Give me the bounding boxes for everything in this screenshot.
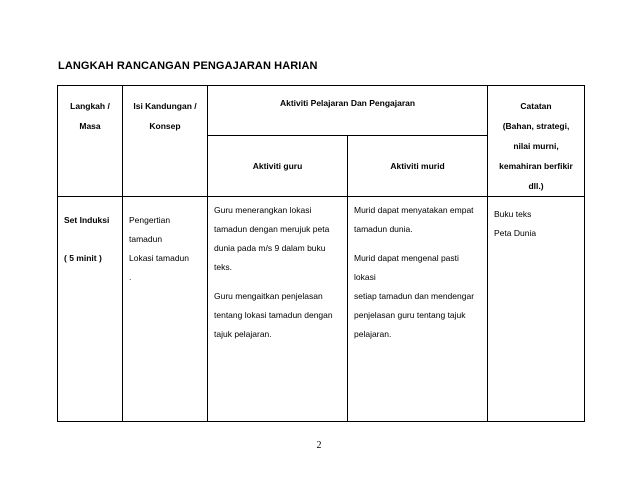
- cell-text: tamadun dengan merujuk peta: [214, 224, 330, 234]
- header-isi-kandungan: [123, 86, 208, 197]
- cell-text: Guru mengaitkan penjelasan: [214, 291, 323, 301]
- cell-text: tamadun: [129, 234, 163, 244]
- header-text: dll.): [528, 181, 544, 191]
- header-aktiviti-guru: Aktiviti guru: [208, 136, 348, 197]
- header-text: Langkah /: [70, 101, 110, 111]
- lesson-plan-table: [57, 85, 585, 422]
- page-number: 2: [316, 440, 322, 451]
- cell-text: Guru menerangkan lokasi: [214, 205, 312, 215]
- cell-text: Murid dapat menyatakan empat: [354, 205, 474, 215]
- table-header-row: [58, 86, 585, 136]
- table-row: [58, 197, 585, 422]
- cell-text: Buku teks: [494, 209, 532, 219]
- cell-text: tamadun dunia.: [354, 224, 413, 234]
- cell-text: dunia pada m/s 9 dalam buku: [214, 243, 326, 253]
- page-title: LANGKAH RANCANGAN PENGAJARAN HARIAN: [58, 60, 318, 72]
- cell-text: Lokasi tamadun: [129, 253, 190, 263]
- cell-text: teks.: [214, 262, 232, 272]
- cell-text: Set Induksi: [64, 215, 110, 225]
- header-aktiviti: Aktiviti Pelajaran Dan Pengajaran: [208, 86, 488, 136]
- header-text: Catatan: [520, 101, 552, 111]
- cell-text: ( 5 minit ): [64, 253, 102, 263]
- header-langkah-masa: [58, 86, 123, 197]
- header-text: (Bahan, strategi,: [502, 121, 570, 131]
- cell-langkah: [58, 197, 123, 422]
- cell-text: Pengertian: [129, 215, 171, 225]
- cell-text: tajuk pelajaran.: [214, 329, 272, 339]
- cell-text: tentang lokasi tamadun dengan: [214, 310, 333, 320]
- header-text: Konsep: [149, 121, 181, 131]
- header-text: Masa: [79, 121, 101, 131]
- cell-text: Peta Dunia: [494, 228, 537, 238]
- header-aktiviti-murid: Aktiviti murid: [348, 136, 488, 197]
- cell-text: penjelasan guru tentang tajuk: [354, 310, 466, 320]
- cell-text: Murid dapat mengenal pasti lokasi: [354, 253, 459, 282]
- cell-text: .: [129, 272, 132, 282]
- header-text: kemahiran berfikir: [499, 161, 573, 171]
- header-text: nilai murni,: [513, 141, 559, 151]
- header-catatan: [488, 86, 585, 197]
- cell-aktiviti-guru: [208, 197, 348, 422]
- cell-aktiviti-murid: [348, 197, 488, 422]
- cell-text: pelajaran.: [354, 329, 392, 339]
- header-text: Isi Kandungan /: [133, 101, 197, 111]
- cell-text: setiap tamadun dan mendengar: [354, 291, 475, 301]
- cell-catatan: [488, 197, 585, 422]
- cell-isi: [123, 197, 208, 422]
